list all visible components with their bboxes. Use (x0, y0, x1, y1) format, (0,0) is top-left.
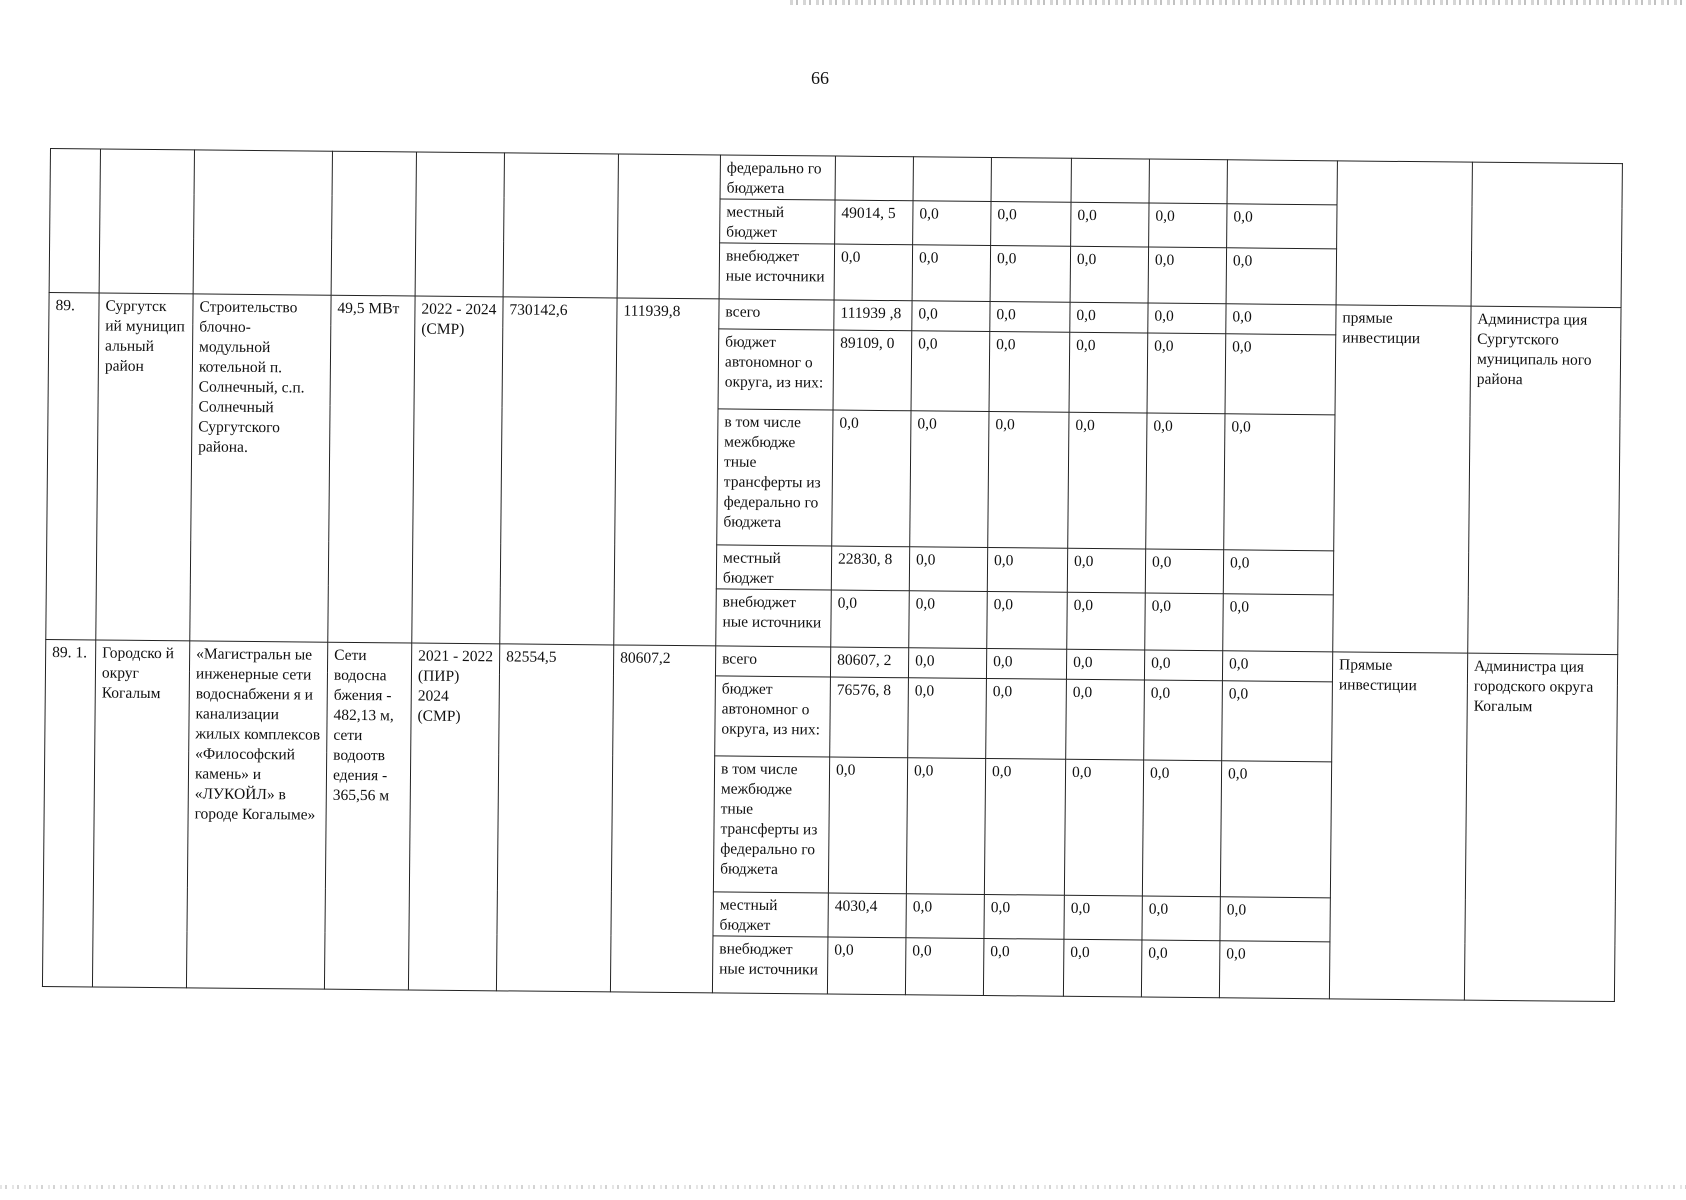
amount-cell: 0,0 (909, 591, 988, 649)
amount-cell: 0,0 (1066, 649, 1144, 680)
amount-cell: 0,0 (911, 331, 990, 412)
amount-cell: 0,0 (989, 332, 1070, 413)
funding-source-cell: внебюджет ные источники (719, 243, 835, 300)
estimated-cost-cell: 730142,6 (500, 297, 617, 645)
amount-cell: 0,0 (1145, 549, 1223, 594)
amount-cell: 0,0 (909, 547, 987, 592)
empty-cell (617, 154, 720, 299)
capacity-cell: Сети водосна бжения - 482,13 м, сети водоотв едения - 365,56 м (324, 642, 411, 990)
amount-cell: 0,0 (1149, 203, 1227, 248)
amount-cell: 0,0 (1063, 939, 1142, 997)
amount-cell: 0,0 (1142, 896, 1220, 941)
customer-cell: Администра ция Сургутского муниципаль ного района (1468, 306, 1621, 654)
amount-cell: 0,0 (991, 202, 1071, 247)
object-name-cell: Строительство блочно- модульной котельной п. Солнечный, с.п. Солнечный Сургутского района. (190, 294, 331, 642)
amount-cell: 0,0 (1070, 246, 1149, 303)
funding-source-cell: всего (719, 299, 834, 330)
amount-cell: 0,0 (1066, 679, 1145, 760)
amount-cell (1071, 158, 1149, 203)
funding-source-cell: бюджет автономног о округа, из них: (718, 329, 834, 410)
empty-cell (415, 152, 504, 297)
amount-cell (1227, 160, 1337, 205)
amount-cell: 0,0 (910, 411, 989, 548)
amount-cell: 0,0 (1225, 334, 1336, 415)
amount-cell: 0,0 (1147, 333, 1226, 414)
object-name-cell: «Магистральн ые инженерные сети водоснабжени я и канализации жилых комплексов «Философский камень» и «ЛУКОЙЛ» в городе Когалыме» (186, 641, 327, 989)
amount-cell: 0,0 (831, 590, 910, 648)
amount-cell: 76576, 8 (830, 677, 909, 758)
amount-cell: 0,0 (1067, 548, 1145, 593)
amount-cell: 0,0 (828, 757, 907, 894)
amount-cell (1149, 159, 1227, 204)
empty-cell (1336, 161, 1472, 306)
amount-cell: 0,0 (988, 412, 1069, 549)
amount-cell: 0,0 (1064, 759, 1143, 896)
estimated-cost-cell: 82554,5 (496, 644, 613, 992)
amount-cell: 0,0 (987, 592, 1068, 650)
funding-source-cell: местный бюджет (720, 199, 835, 244)
capacity-cell: 49,5 МВт (328, 295, 415, 643)
amount-cell (913, 157, 991, 202)
mechanism-cell: Прямые инвестиции (1329, 652, 1467, 1000)
funding-source-cell: всего (715, 646, 830, 677)
amount-cell: 49014, 5 (835, 200, 913, 245)
amount-cell: 0,0 (912, 245, 991, 302)
amount-cell: 0,0 (983, 939, 1064, 997)
scan-artifact-bottom (0, 1185, 1686, 1189)
amount-cell: 0,0 (1068, 412, 1147, 549)
amount-cell: 0,0 (1145, 593, 1224, 651)
amount-cell: 0,0 (1220, 761, 1331, 898)
amount-cell: 0,0 (912, 301, 990, 332)
amount-cell: 0,0 (1222, 681, 1333, 762)
amount-cell: 0,0 (1219, 941, 1330, 999)
amount-cell: 111939 ,8 (834, 300, 912, 331)
period-cell: 2022 - 2024 (СМР) (412, 296, 503, 644)
empty-cell (503, 153, 618, 298)
period-cell: 2021 - 2022 (ПИР) 2024 (СМР) (408, 643, 499, 991)
empty-cell (99, 149, 194, 294)
amount-cell: 0,0 (1148, 303, 1226, 334)
funding-source-cell: в том числе межбюдже тные трансферты из федерально го бюджета (713, 756, 829, 893)
amount-cell: 0,0 (1070, 302, 1148, 333)
amount-cell: 0,0 (1226, 304, 1336, 335)
amount-cell: 0,0 (1223, 594, 1334, 652)
amount-cell: 0,0 (827, 937, 906, 995)
investment-table (42, 148, 1623, 1002)
amount-cell: 0,0 (984, 759, 1065, 896)
amount-cell: 0,0 (1227, 204, 1337, 249)
amount-cell: 0,0 (1141, 940, 1220, 998)
amount-cell: 0,0 (906, 894, 984, 939)
funding-source-cell: внебюджет ные источники (712, 936, 828, 994)
amount-cell: 0,0 (990, 246, 1071, 303)
funding-source-cell: местный бюджет (713, 892, 828, 937)
amount-cell: 0,0 (913, 201, 991, 246)
amount-cell: 0,0 (834, 244, 913, 301)
amount-cell: 0,0 (1223, 550, 1333, 595)
funding-source-cell: бюджет автономног о округа, из них: (715, 676, 831, 757)
amount-cell: 0,0 (1144, 680, 1223, 761)
amount-cell: 0,0 (1226, 248, 1337, 305)
empty-cell (49, 149, 100, 293)
amount-cell: 0,0 (1148, 247, 1227, 304)
amount-cell: 0,0 (986, 649, 1066, 680)
table-body (42, 149, 1622, 1002)
amount-cell: 0,0 (1220, 897, 1330, 942)
amount-cell: 0,0 (905, 938, 984, 996)
mechanism-cell: прямые инвестиции (1333, 305, 1471, 653)
amount-cell: 0,0 (1071, 202, 1149, 247)
amount-cell: 0,0 (908, 648, 986, 679)
amount-cell: 0,0 (1142, 760, 1221, 897)
amount-cell: 89109, 0 (833, 330, 912, 411)
customer-cell: Администра ция городского округа Когалым (1464, 653, 1617, 1001)
amount-cell: 22830, 8 (831, 546, 909, 591)
entry-number-cell: 89. (46, 292, 99, 639)
page-number: 66 (811, 68, 829, 88)
amount-cell: 4030,4 (828, 893, 906, 938)
amount-cell (991, 158, 1071, 203)
amount-cell: 0,0 (1224, 414, 1335, 551)
amount-cell: 80607, 2 (830, 647, 908, 678)
amount-cell: 0,0 (1069, 332, 1148, 413)
municipality-cell: Сургутск ий муницип альный район (96, 293, 193, 641)
amount-cell: 0,0 (1146, 413, 1225, 550)
table-row (50, 149, 1622, 208)
amount-cell: 0,0 (832, 410, 911, 547)
funding-source-cell: в том числе межбюдже тные трансферты из федерально го бюджета (717, 409, 833, 546)
amount-cell: 0,0 (1067, 592, 1146, 650)
scan-artifact-top (790, 0, 1686, 5)
amount-cell: 0,0 (1064, 895, 1142, 940)
empty-cell (1471, 162, 1622, 307)
empty-cell (193, 150, 332, 295)
empty-cell (331, 151, 416, 296)
funding-source-cell: федерально го бюджета (720, 155, 835, 200)
amount-cell: 0,0 (1144, 650, 1222, 681)
amount-cell: 0,0 (984, 895, 1064, 940)
funding-source-cell: внебюджет ные источники (716, 589, 832, 647)
amount-cell: 0,0 (986, 679, 1067, 760)
amount-cell: 0,0 (906, 758, 985, 895)
remaining-cost-cell: 111939,8 (614, 298, 719, 646)
entry-number-cell: 89. 1. (42, 639, 95, 986)
amount-cell: 0,0 (987, 548, 1067, 593)
amount-cell (835, 156, 913, 201)
amount-cell: 0,0 (908, 678, 987, 759)
funding-source-cell: местный бюджет (716, 545, 831, 590)
amount-cell: 0,0 (1222, 651, 1332, 682)
municipality-cell: Городско й округ Когалым (92, 640, 189, 988)
amount-cell: 0,0 (990, 302, 1070, 333)
remaining-cost-cell: 80607,2 (610, 645, 715, 993)
